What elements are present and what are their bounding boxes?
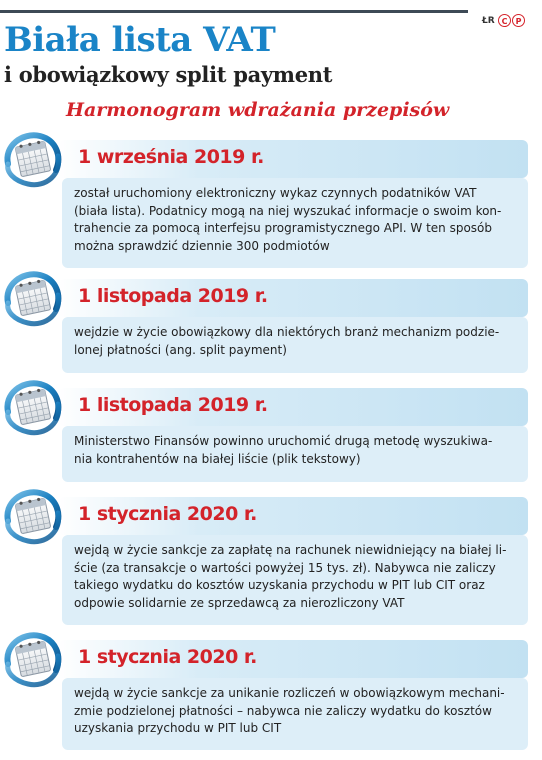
entry-description-panel [62, 426, 528, 482]
entry-date: 1 stycznia 2020 r. [78, 503, 257, 525]
calendar-icon [0, 483, 66, 549]
entry-description-panel [62, 535, 528, 625]
desc-line: trahencie za pomocą interfejsu programistycznego API. W ten sposób [74, 221, 493, 235]
entry-date: 1 września 2019 r. [78, 146, 264, 168]
entry-description [74, 685, 516, 738]
desc-line: ście (za transakcje o wartości powyżej 15 tys. zł). Nabywca nie zaliczy [74, 560, 496, 575]
entry-description [74, 185, 516, 255]
publisher-logo [498, 14, 526, 28]
entry-description-panel [62, 317, 528, 373]
entry-date: 1 listopada 2019 r. [78, 285, 268, 307]
desc-line: zmie podzielonej płatności – nabywca nie zaliczy wydatku do kosztów [74, 703, 492, 718]
desc-line: lonej płatności (ang. split payment) [74, 342, 287, 357]
entry-date: 1 stycznia 2020 r. [78, 646, 257, 668]
entry-description-panel [62, 678, 528, 750]
desc-line: (biała lista). Podatnicy mogą na niej wyszukać informacje o swoim kon- [74, 203, 502, 218]
desc-line: uzyskania przychodu w PIT lub CIT [74, 721, 282, 735]
desc-line: nia kontrahentów na białej liście (plik tekstowy) [74, 451, 361, 466]
calendar-icon [0, 265, 66, 331]
page-title: Biała lista VAT [4, 20, 276, 60]
desc-line: wejdzie w życie obowiązkowy dla niektórych branż mechanizm podzie- [74, 325, 500, 339]
logo-letter-c: C [498, 14, 511, 27]
entry-date: 1 listopada 2019 r. [78, 394, 268, 416]
desc-line: można sprawdzić dziennie 300 podmiotów [74, 238, 330, 253]
desc-line: został uruchomiony elektroniczny wykaz czynnych podatników VAT [74, 186, 477, 200]
desc-line: wejdą w życie sankcje za zapłatę na rachunek niewidniejący na białej li- [74, 543, 507, 557]
entry-description-panel [62, 178, 528, 268]
entry-description [74, 324, 516, 359]
calendar-icon [0, 126, 66, 192]
entry-description [74, 433, 516, 468]
schedule-title: Harmonogram wdrażania przepisów [66, 99, 450, 121]
desc-line: Ministerstwo Finansów powinno uruchomić drugą metodę wyszukiwa- [74, 434, 493, 448]
desc-line: takiego wydatku do kosztów uzyskania przychodu w PIT lub CIT oraz [74, 578, 485, 592]
logo-letter-p: P [512, 14, 525, 27]
top-rule [0, 10, 468, 13]
page-subtitle: i obowiązkowy split payment [4, 62, 333, 87]
calendar-icon [0, 374, 66, 440]
desc-line: odpowie solidarnie ze sprzedawcą za nierozliczony VAT [74, 595, 405, 610]
calendar-icon [0, 626, 66, 692]
author-credit: ŁR [482, 16, 495, 26]
desc-line: wejdą w życie sankcje za unikanie rozliczeń w obowiązkowym mechani- [74, 686, 505, 700]
entry-description [74, 542, 516, 612]
